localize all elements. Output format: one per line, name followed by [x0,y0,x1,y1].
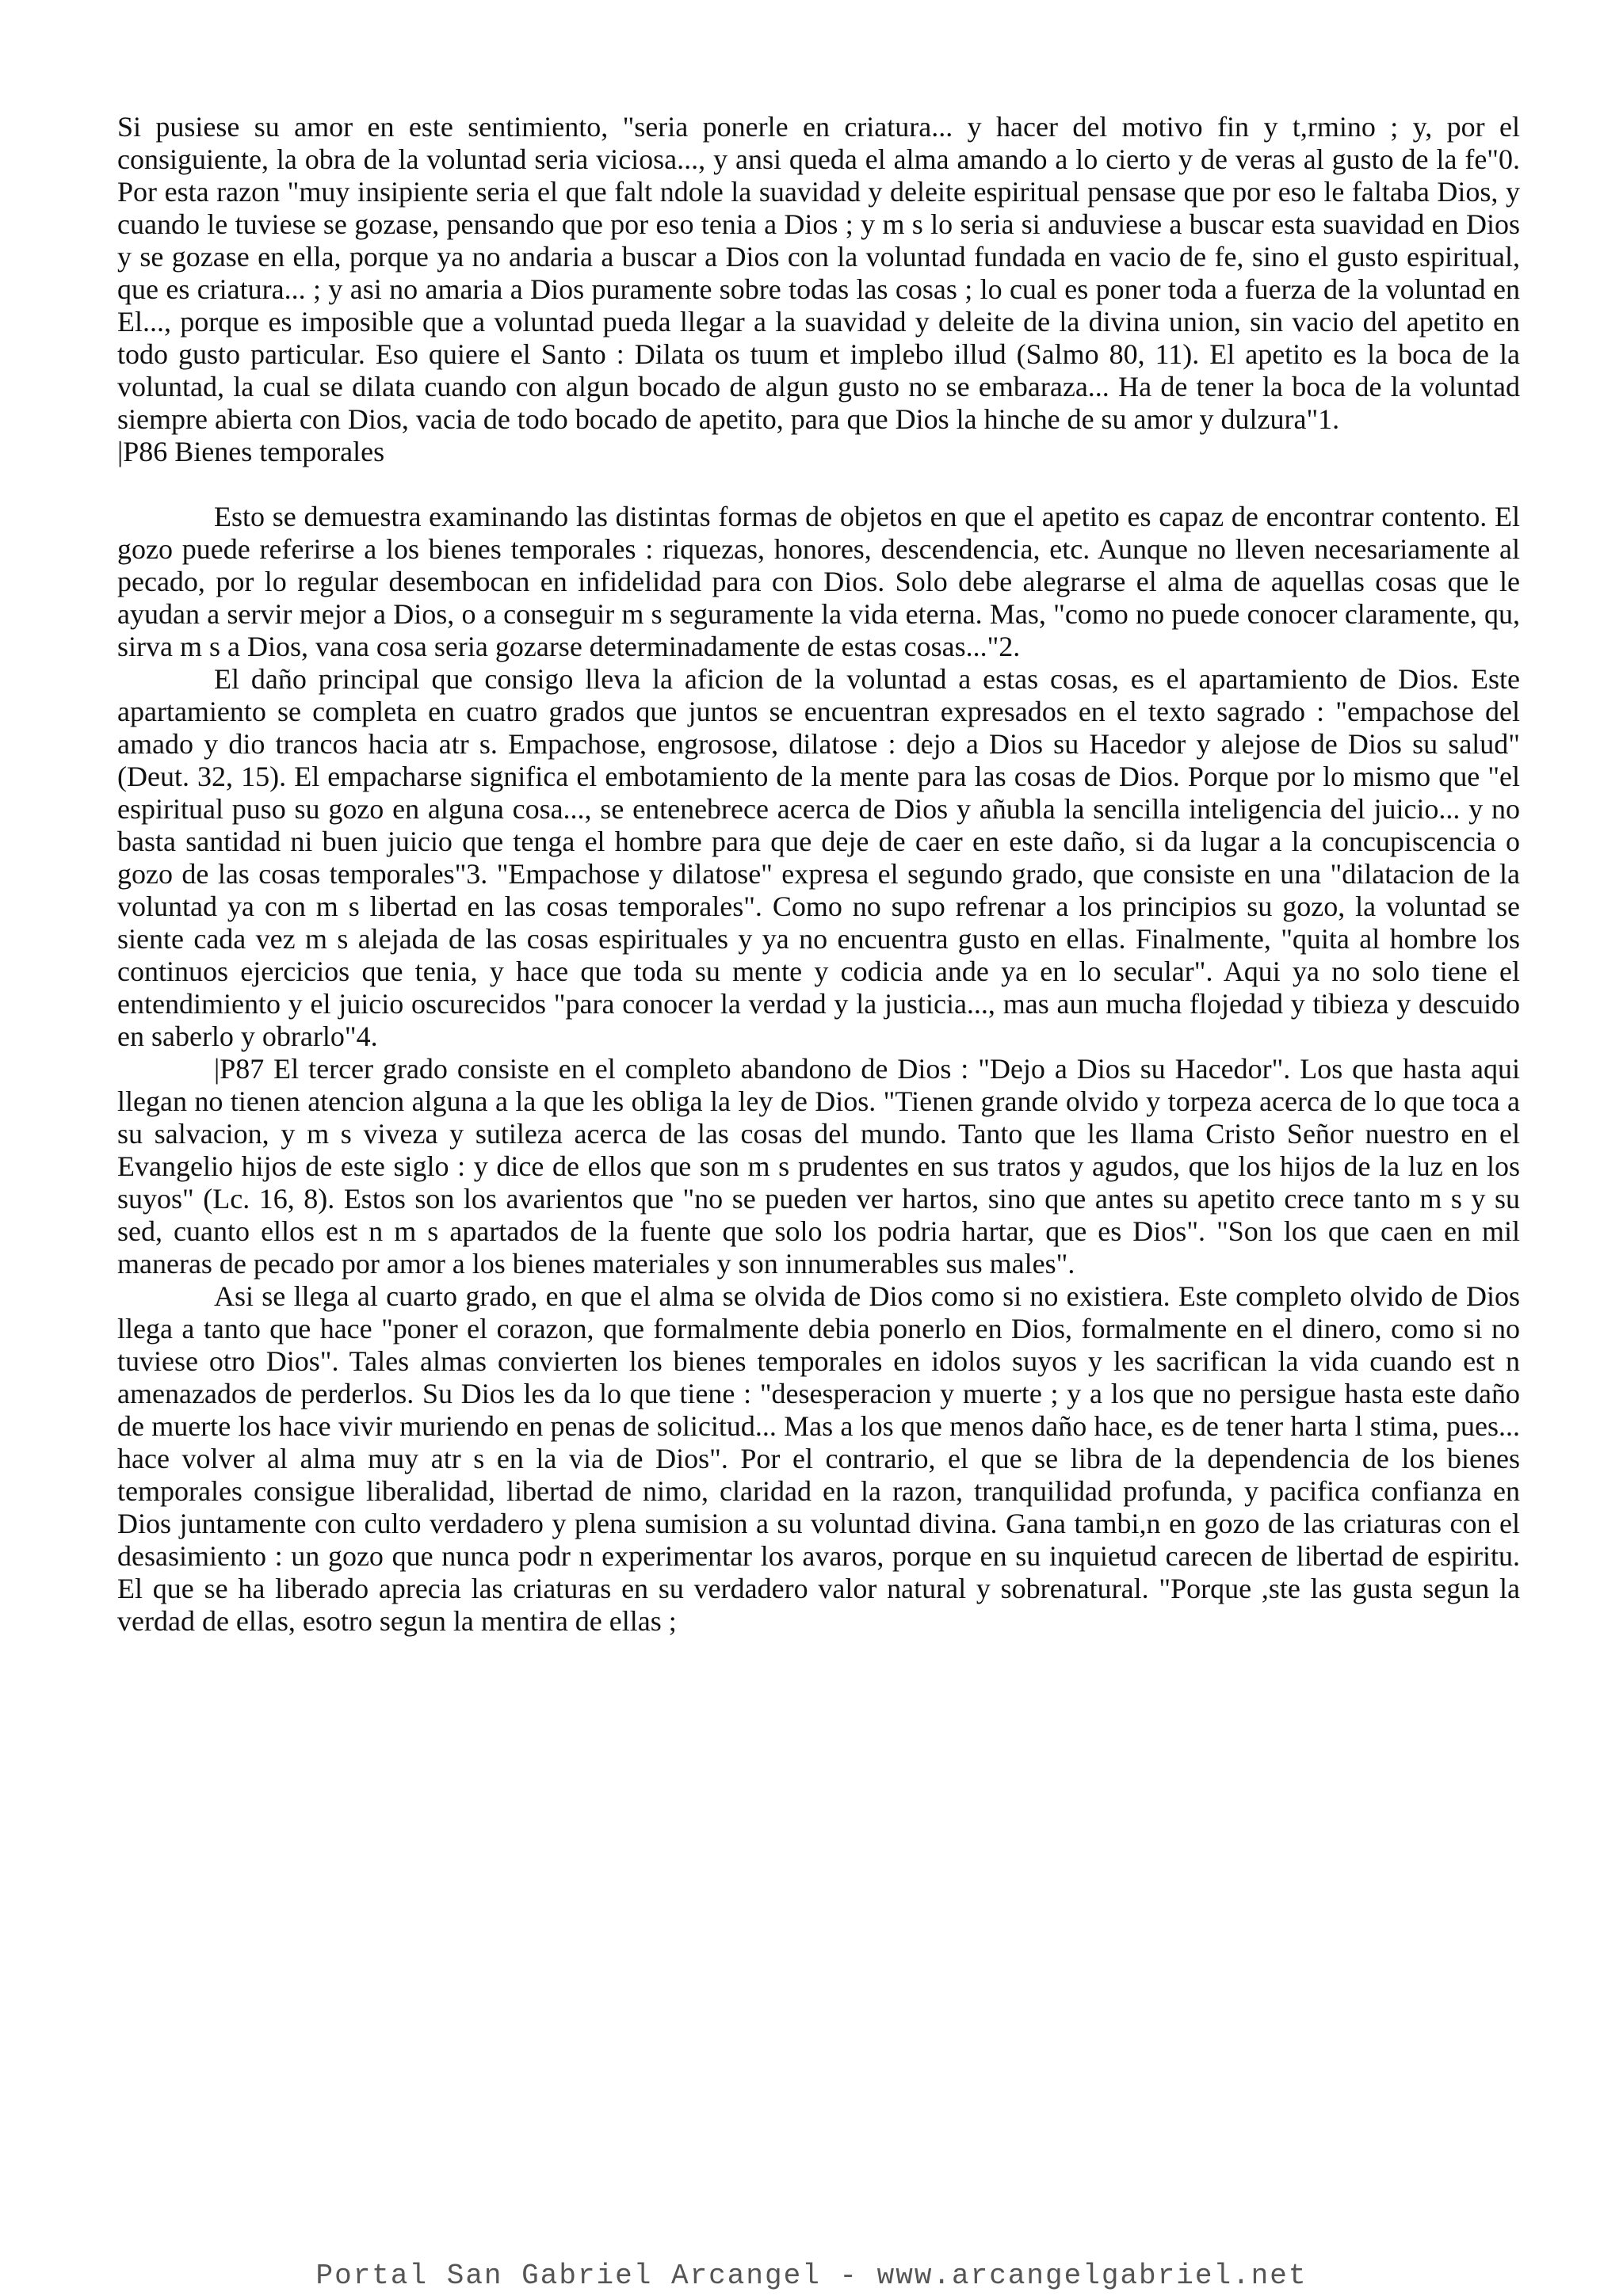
paragraph-5: Asi se llega al cuarto grado, en que el alma se olvida de Dios como si no existiera. Este completo olvido de Dios llega a tanto que hace "poner el corazon, que formalmente debia ponerlo en Dios, formalmente en el dinero, como si no tuviese otro Dios". Tales almas convierten los bienes temporales en idolos suyos y les sacrifican la vida cuando est n amenazados de perderlos. Su Dios les da lo que tiene : "desesperacion y muerte ; y a los que no persigue hasta este daño de muerte los hace vivir muriendo en penas de solicitud... Mas a los que menos daño hace, es de tener harta l stima, pues... hace volver al alma muy atr s en la via de Dios". Por el contrario, el que se libra de la dependencia de los bienes temporales consigue liberalidad, libertad de nimo, claridad en la razon, tranquilidad profunda, y pacifica confianza en Dios juntamente con culto verdadero y plena sumision a su voluntad divina. Gana tambi,n en gozo de las criaturas con el desasimiento : un gozo que nunca podr n experimentar los avaros, porque en su inquietud carecen de libertad de espiritu. El que se ha liberado aprecia las criaturas en su verdadero valor natural y sobrenatural. "Porque ,ste las gusta segun la verdad de ellas, esotro segun la mentira de ellas ; [117,1280,1520,1637]
section-heading: |P86 Bienes temporales [117,436,385,467]
document-body [117,111,1520,1638]
paragraph-2: Esto se demuestra examinando las distintas formas de objetos en que el apetito es capaz de encontrar contento. El gozo puede referirse a los bienes temporales : riquezas, honores, descendencia, etc. Aunque no lleven necesariamente al pecado, por lo regular desembocan en infidelidad para con Dios. Solo debe alegrarse el alma de aquellas cosas que le ayudan a servir mejor a Dios, o a conseguir m s seguramente la vida eterna. Mas, "como no puede conocer claramente, qu, sirva m s a Dios, vana cosa seria gozarse determinadamente de estas cosas..."2. [117,501,1520,662]
paragraph-4: |P87 El tercer grado consiste en el completo abandono de Dios : "Dejo a Dios su Hacedor". Los que hasta aqui llegan no tienen atencion alguna a la que les obliga la ley de Dios. "Tienen grande olvido y torpeza acerca de lo que toca a su salvacion, y m s viveza y sutileza acerca de las cosas del mundo. Tanto que les llama Cristo Señor nuestro en el Evangelio hijos de este siglo : y dice de ellos que son m s prudentes en sus tratos y agudos, que los hijos de la luz en los suyos" (Lc. 16, 8). Estos son los avarientos que "no se pueden ver hartos, sino que antes su apetito crece tanto m s y su sed, cuanto ellos est n m s apartados de la fuente que solo los podria hartar, que es Dios". "Son los que caen en mil maneras de pecado por amor a los bienes materiales y son innumerables sus males". [117,1053,1520,1280]
paragraph-1: Si pusiese su amor en este sentimiento, "seria ponerle en criatura... y hacer del motivo fin y t,rmino ; y, por el consiguiente, la obra de la voluntad seria viciosa..., y ansi queda el alma amando a lo cierto y de veras al gusto de la fe"0. Por esta razon "muy insipiente seria el que falt ndole la suavidad y deleite espiritual pensase que por eso le faltaba Dios, y cuando le tuviese se gozase, pensando que por eso tenia a Dios ; y m s lo seria si anduviese a buscar esta suavidad en Dios y se gozase en ella, porque ya no andaria a buscar a Dios con la voluntad fundada en vacio de fe, sino el gusto espiritual, que es criatura... ; y asi no amaria a Dios puramente sobre todas las cosas ; lo cual es poner toda a fuerza de la voluntad en El..., porque es imposible que a voluntad pueda llegar a la suavidad y deleite de la divina union, sin vacio del apetito en todo gusto particular. Eso quiere el Santo : Dilata os tuum et implebo illud (Salmo 80, 11). El apetito es la boca de la voluntad, la cual se dilata cuando con algun bocado de algun gusto no se embaraza... Ha de tener la boca de la voluntad siempre abierta con Dios, vacia de todo bocado de apetito, para que Dios la hinche de su amor y dulzura"1. [117,111,1520,435]
page-footer: Portal San Gabriel Arcangel - www.arcangelgabriel.net [315,2260,1308,2292]
paragraph-3: El daño principal que consigo lleva la aficion de la voluntad a estas cosas, es el apartamiento de Dios. Este apartamiento se completa en cuatro grados que juntos se encuentran expresados en el texto sagrado : "empachose del amado y dio trancos hacia atr s. Empachose, engrosose, dilatose : dejo a Dios su Hacedor y alejose de Dios su salud" (Deut. 32, 15). El empacharse significa el embotamiento de la mente para las cosas de Dios. Porque por lo mismo que "el espiritual puso su gozo en alguna cosa..., se entenebrece acerca de Dios y añubla la sencilla inteligencia del juicio... y no basta santidad ni buen juicio que tenga el hombre para que deje de caer en este daño, si da lugar a la concupiscencia o gozo de las cosas temporales"3. "Empachose y dilatose" expresa el segundo grado, que consiste en una "dilatacion de la voluntad ya con m s libertad en las cosas temporales". Como no supo refrenar a los principios su gozo, la voluntad se siente cada vez m s alejada de las cosas espirituales y ya no encuentra gusto en ellas. Finalmente, "quita al hombre los continuos ejercicios que tenia, y hace que toda su mente y codicia ande ya en lo secular". Aqui ya no solo tiene el entendimiento y el juicio oscurecidos "para conocer la verdad y la justicia..., mas aun mucha flojedad y tibieza y descuido en saberlo y obrarlo"4. [117,663,1520,1052]
